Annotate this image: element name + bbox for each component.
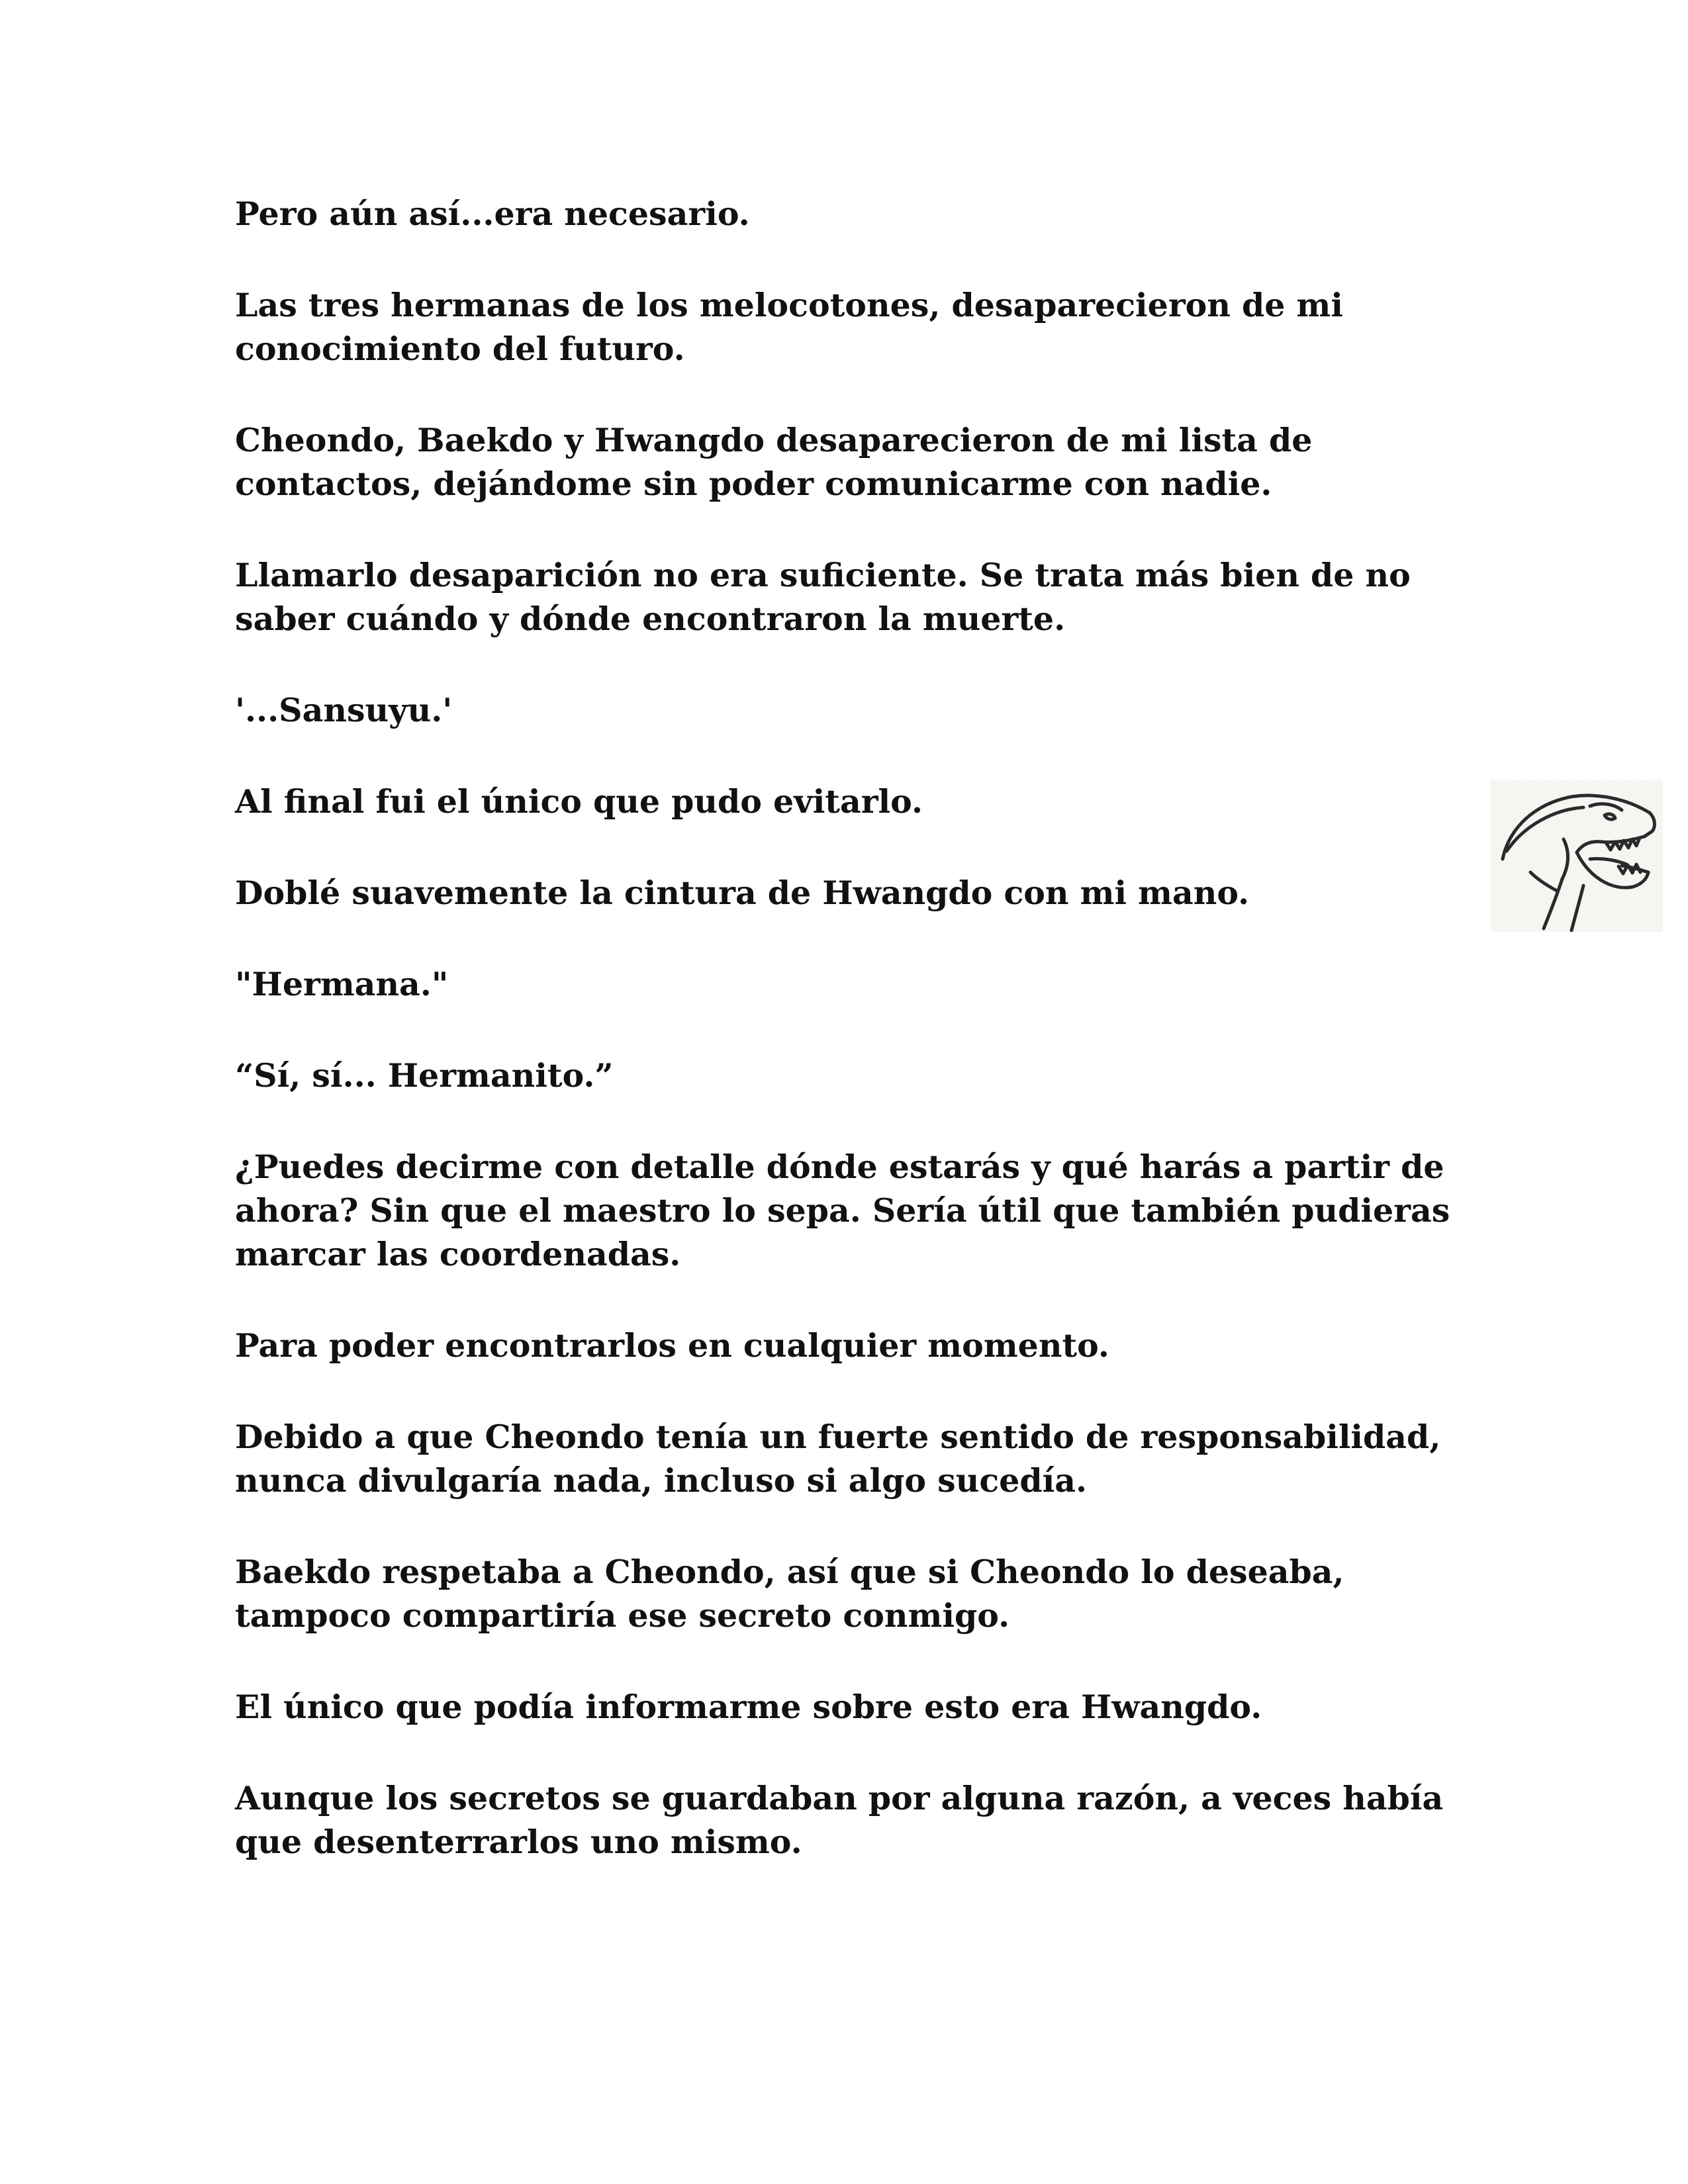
paragraph-3: Cheondo, Baekdo y Hwangdo desaparecieron de mi lista de contactos, dejándome sin poder comunicarme con nadie.: [235, 421, 1313, 503]
paragraph-11: Para poder encontrarlos en cualquier momento.: [235, 1326, 1109, 1365]
paragraph-12: Debido a que Cheondo tenía un fuerte sentido de responsabilidad, nunca divulgaría nada, incluso si algo sucedía.: [235, 1418, 1441, 1500]
paragraph-1: Pero aún así...era necesario.: [235, 195, 750, 233]
dinosaur-head-sketch-icon: [1491, 780, 1663, 932]
paragraph-14: El único que podía informarme sobre esto era Hwangdo.: [235, 1688, 1262, 1726]
paragraph-4: Llamarlo desaparición no era suficiente. Se trata más bien de no saber cuándo y dónde encontraron la muerte.: [235, 556, 1411, 638]
paragraph-7: Doblé suavemente la cintura de Hwangdo con mi mano.: [235, 874, 1250, 912]
paragraph-5: '...Sansuyu.': [235, 691, 453, 729]
body-text: [235, 192, 1479, 1864]
paragraph-13: Baekdo respetaba a Cheondo, así que si Cheondo lo deseaba, tampoco compartiría ese secreto conmigo.: [235, 1553, 1344, 1635]
paragraph-15: Aunque los secretos se guardaban por alguna razón, a veces había que desenterrarlos uno mismo.: [235, 1779, 1444, 1861]
paragraph-9: “Sí, sí... Hermanito.”: [235, 1056, 614, 1095]
paragraph-6: Al final fui el único que pudo evitarlo.: [235, 782, 923, 821]
paragraph-10: ¿Puedes decirme con detalle dónde estarás y qué harás a partir de ahora? Sin que el maestro lo sepa. Sería útil que también pudieras marcar las coordenadas.: [235, 1148, 1450, 1273]
paragraph-2: Las tres hermanas de los melocotones, desaparecieron de mi conocimiento del futuro.: [235, 286, 1343, 368]
paragraph-8: "Hermana.": [235, 965, 449, 1003]
